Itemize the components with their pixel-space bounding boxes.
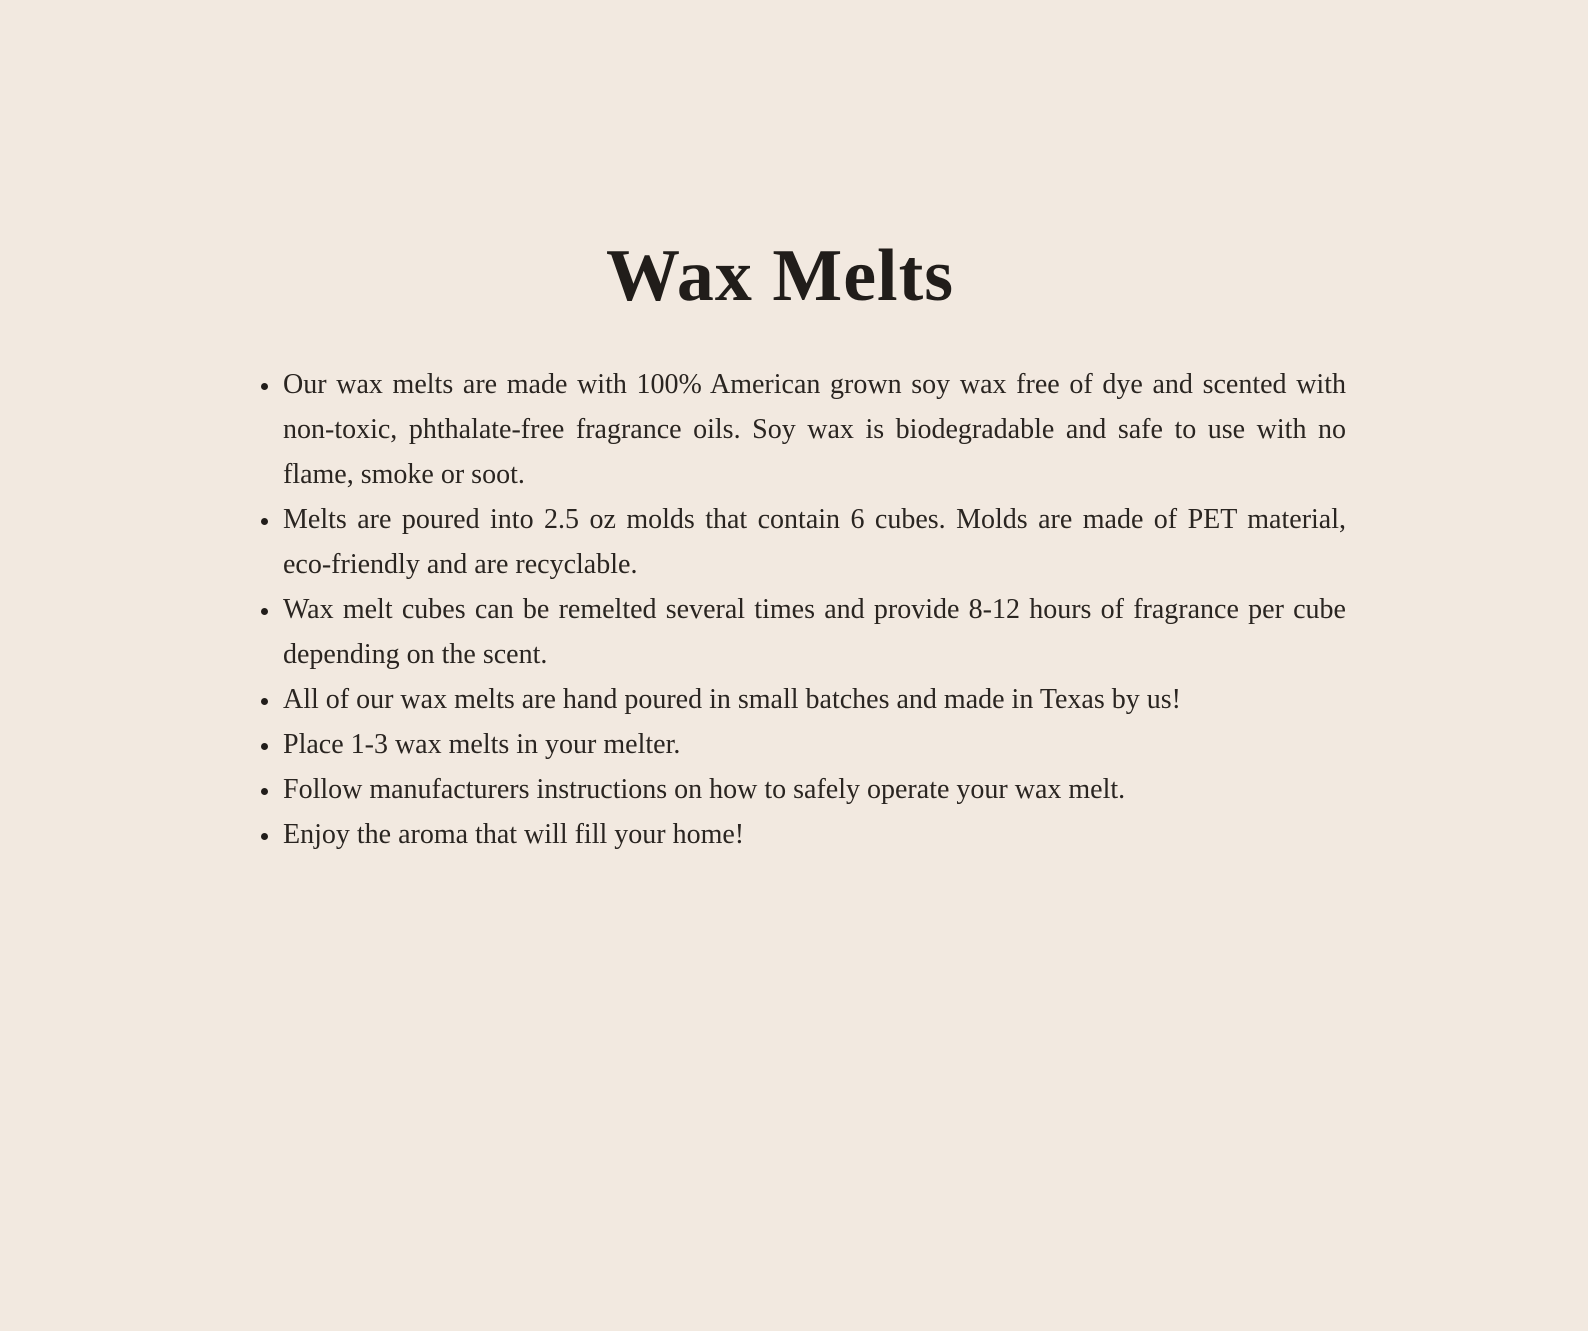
list-item: • Our wax melts are made with 100% American grown soy wax free of dye and scented with non-toxic, phthalate-free fragrance oils. Soy wax is biodegradable and safe to use with no flame, smoke or soot. — [281, 362, 1346, 497]
list-item: • Melts are poured into 2.5 oz molds that contain 6 cubes. Molds are made of PET material, eco-friendly and are recyclable. — [281, 497, 1346, 587]
info-bullet-list — [281, 362, 1346, 857]
list-item: • Wax melt cubes can be remelted several times and provide 8-12 hours of fragrance per cube depending on the scent. — [281, 587, 1346, 677]
page-title: Wax Melts — [605, 234, 955, 317]
list-item: • Follow manufacturers instructions on how to safely operate your wax melt. — [281, 767, 1346, 812]
list-item: • All of our wax melts are hand poured in small batches and made in Texas by us! — [281, 677, 1346, 722]
list-item: • Place 1-3 wax melts in your melter. — [281, 722, 1346, 767]
list-item: • Enjoy the aroma that will fill your home! — [281, 812, 1346, 857]
